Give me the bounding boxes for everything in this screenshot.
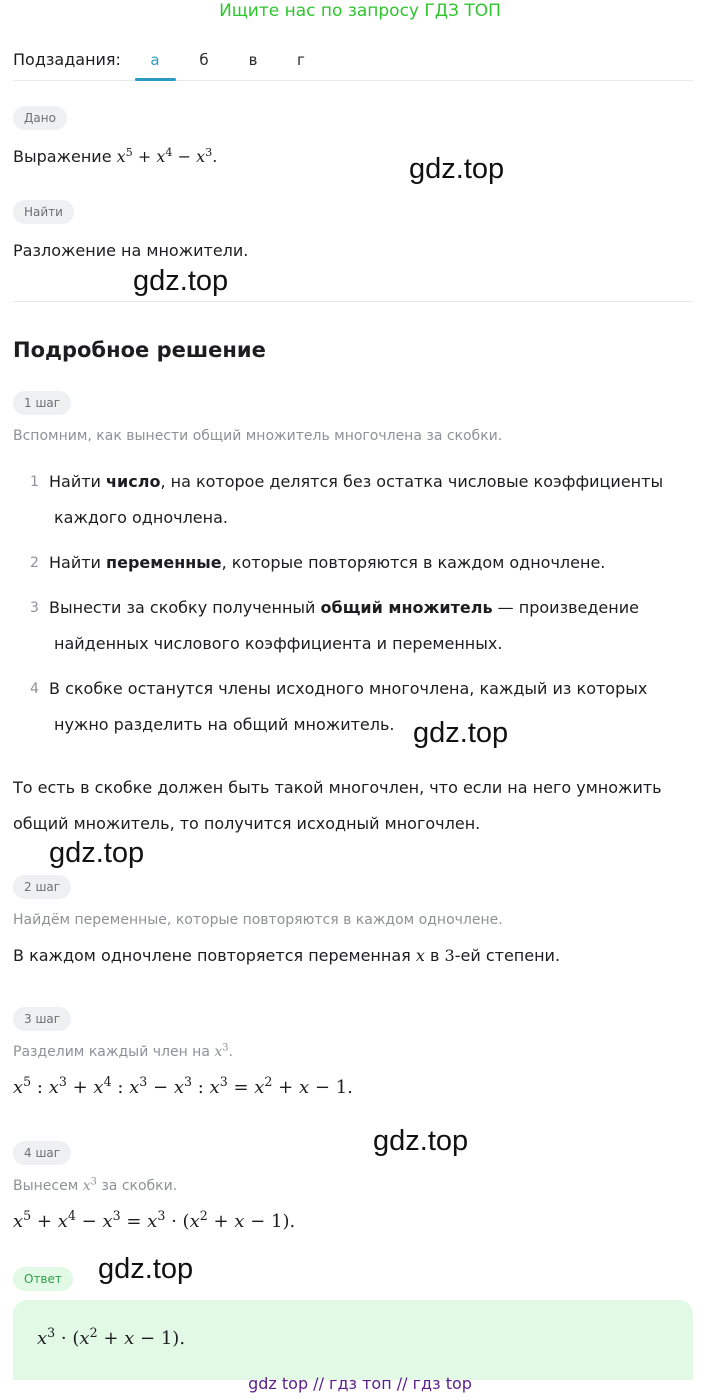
active-tab-indicator — [135, 78, 176, 81]
step3-badge: 3 шаг — [13, 1007, 71, 1031]
step1-badge: 1 шаг — [13, 391, 71, 415]
step1-hint: Вспомним, как вынести общий множитель многочлена за скобки. — [13, 428, 503, 444]
tab-g[interactable]: г — [297, 51, 305, 69]
tab-b[interactable]: б — [199, 51, 209, 69]
divider — [13, 301, 693, 302]
step2-text: В каждом одночлене повторяется переменная x в 3-ей степени. — [13, 946, 561, 965]
step2-hint: Найдём переменные, которые повторяются в каждом одночлене. — [13, 912, 503, 928]
answer-expression: $x^3 \cdot (x^2 + x - 1)$. — [37, 1325, 186, 1349]
footer-links[interactable]: gdz top // гдз топ // гдз top — [248, 1374, 472, 1393]
list-number: 3 — [30, 600, 39, 616]
answer-box — [13, 1300, 693, 1380]
watermark: gdz.top — [98, 1253, 194, 1285]
subtasks-label: Подзадания: — [13, 50, 121, 69]
step3-equation: $x^5$ : $x^3 + x^4$ : $x^3 - x^3$ : $x^3 = x^2 + x - 1$. — [13, 1074, 353, 1098]
subtasks-bar — [13, 44, 693, 81]
tab-a[interactable]: а — [150, 51, 160, 69]
step2-badge: 2 шаг — [13, 875, 71, 899]
watermark: gdz.top — [133, 265, 229, 297]
step3-hint: Разделим каждый член на $x^3$. — [13, 1042, 233, 1060]
step4-equation: $x^5 + x^4 - x^3 = x^3 \cdot (x^2 + x - 1)$. — [13, 1208, 296, 1232]
list-number: 2 — [30, 555, 39, 571]
solution-title: Подробное решение — [13, 338, 266, 362]
watermark: gdz.top — [373, 1125, 469, 1157]
answer-badge: Ответ — [13, 1267, 73, 1291]
watermark: gdz.top — [409, 153, 505, 185]
list-item: Вынести за скобку полученный общий множитель — произведение найденных числового коэффициента и переменных. — [49, 598, 639, 653]
step4-badge: 4 шаг — [13, 1141, 71, 1165]
step4-hint: Вынесем $x^3$ за скобки. — [13, 1176, 178, 1194]
list-item: Найти переменные, которые повторяются в каждом одночлене. — [49, 553, 606, 572]
search-banner: Ищите нас по запросу ГДЗ ТОП — [219, 1, 501, 21]
given-badge: Дано — [13, 106, 67, 130]
find-badge: Найти — [13, 200, 74, 224]
step1-note: То есть в скобке должен быть такой многочлен, что если на него умножить общий множитель, то получится исходный многочлен. — [13, 778, 662, 833]
watermark: gdz.top — [413, 717, 509, 749]
find-text: Разложение на множители. — [13, 241, 249, 260]
tab-v[interactable]: в — [248, 51, 258, 69]
list-item: Найти число, на которое делятся без остатка числовые коэффициенты каждого одночлена. — [49, 472, 664, 527]
given-expression: Выражение $x^5 + x^4 - x^3$. — [13, 145, 218, 166]
list-number: 4 — [30, 681, 39, 697]
list-number: 1 — [30, 474, 39, 490]
list-item: В скобке останутся члены исходного многочлена, каждый из которых нужно разделить на общий множитель. — [49, 679, 648, 734]
watermark: gdz.top — [49, 837, 145, 869]
